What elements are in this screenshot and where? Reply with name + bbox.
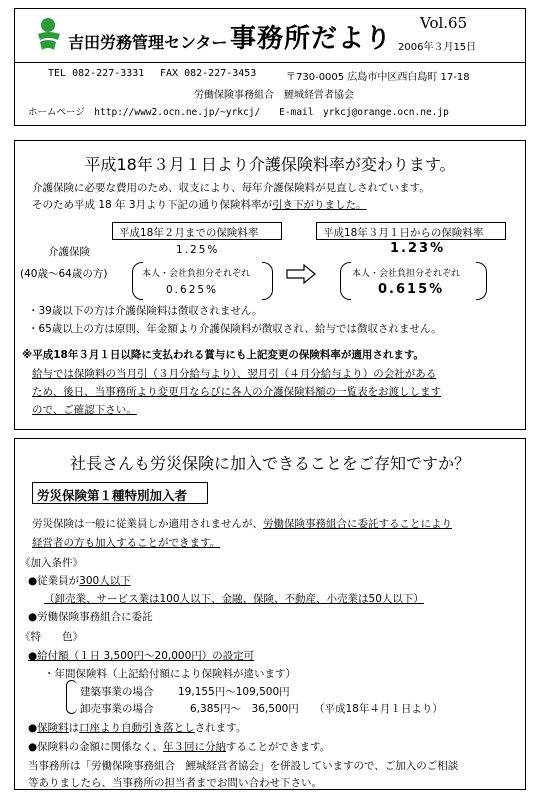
wholesale-range: 6,385円～ 36,500円	[190, 703, 299, 715]
before-bracket-right	[262, 262, 273, 300]
after-rate-header: 平成18年３月１日からの保険料率	[316, 222, 506, 240]
fax-number: FAX 082-227-3453	[160, 68, 257, 79]
condition-employees: ●従業員が300人以下	[28, 575, 131, 587]
header-divider	[14, 62, 526, 63]
bonus-notice-line1: 給与では保険料の当月引（３月分給与より）、翌月引（４月分給与より）の会社がある	[32, 368, 437, 380]
construction-label: 建築事業の場合	[80, 686, 154, 698]
wholesale-label: 卸売事業の場合	[80, 703, 154, 715]
article2-intro-line1: 労災保険は一般に従業員しか適用されませんが、労働保険事務組合に委託することにより	[32, 518, 452, 530]
right-arrow-icon	[286, 264, 316, 284]
wholesale-effective-note: （平成18年４月１日より）	[314, 703, 443, 715]
label-care-insurance: 介護保険	[48, 246, 90, 258]
article1-intro-line2: そのため平成 18 年 3月より下記の通り保険料率が引き下がりました。	[32, 199, 367, 211]
before-share-label: 本人・会社負担分それぞれ	[142, 269, 251, 279]
before-rate: 1.25%	[176, 244, 220, 256]
after-bracket-left	[340, 262, 351, 300]
bonus-notice-line3: ので、ご確認下さい。	[32, 404, 137, 416]
after-share-rate: 0.615%	[378, 282, 445, 297]
special-enrollee-badge: 労災保険第１種特別加入者	[32, 482, 208, 504]
premium-bracket	[66, 680, 77, 714]
note-over-65: ・65歳以上の方は原則、年金額より介護保険料が徴収され、給与では徴収されません。	[28, 323, 442, 335]
before-share-rate: 0.625%	[166, 284, 219, 296]
before-rate-header: 平成18年２月までの保険料率	[112, 222, 282, 240]
issue-date: 2006年３月15日	[398, 42, 477, 53]
closing-line1: 当事務所は「労働保険事務組合 鯉城経営者協会」を併設していますので、ご加入のご相談	[28, 760, 459, 772]
org-name: 吉田労務管理センター	[68, 33, 228, 52]
newsletter-title: 事務所だより	[230, 24, 393, 54]
bonus-notice-heading: ※平成18年３月１日以降に支払われる賞与にも上記変更の保険料率が適用されます。	[22, 349, 424, 361]
feature-installments: ●保険料の金額に関係なく、年３回に分納することができます。	[28, 741, 331, 753]
article1-title: 平成18年３月１日より介護保険料率が変わります。	[84, 155, 456, 174]
office-address: 〒730-0005 広島市中区西白島町 17-18	[286, 72, 470, 83]
construction-range: 19,155円～109,500円	[178, 686, 290, 698]
associations: 労働保険事務組合 鯉城経営者協会	[194, 90, 354, 101]
feature-annual-premium: ・年間保険料（上記給付額により保険料が違います）	[44, 668, 296, 680]
bonus-notice-line2: ため、後日、当事務所より変更月ならびに各人の介護保険料額の一覧表をお渡しします	[32, 386, 442, 398]
feature-benefit-amount: ●給付額（１日 3,500円～20,000円）の設定可	[28, 650, 255, 662]
features-heading: 《特 色》	[20, 631, 83, 643]
closing-line2: 等ありましたら、当事務所の担当者までお問い合わせ下さい。	[28, 777, 322, 789]
after-rate: 1.23%	[390, 241, 446, 256]
note-under-39: ・39歳以下の方は介護保険料は徴収されません。	[28, 305, 263, 317]
tel-number: TEL 082-227-3331	[48, 68, 145, 79]
logo-icon	[34, 16, 64, 52]
feature-auto-debit: ●保険料は口座より自動引き落としされます。	[28, 722, 247, 734]
article2-title: 社長さんも労災保険に加入できることをご存知ですか？	[69, 454, 470, 473]
article1-intro-line1: 介護保険に必要な費用のため、収支により、毎年介護保険料が見直しされています。	[32, 182, 430, 194]
article2-intro-line2: 経営者の方も加入することができます。	[32, 537, 221, 549]
after-share-label: 本人・会社負担分それぞれ	[352, 269, 461, 279]
label-age-range: (40歳～64歳の方)	[20, 268, 108, 280]
condition-entrust: ●労働保険事務組合に委託	[28, 611, 153, 623]
conditions-heading: 《加入条件》	[20, 557, 83, 569]
condition-industry-detail: （卸売業、サービス業は100人以下、金融、保険、不動産、小売業は50人以下）	[44, 593, 424, 605]
after-bracket-right	[476, 262, 487, 300]
volume-number: Vol.65	[420, 14, 468, 32]
homepage-email[interactable]: ホームページ http://www2.ocn.ne.jp/~yrkcj/ E-mail yrkcj@orange.ocn.ne.jp	[28, 107, 449, 118]
